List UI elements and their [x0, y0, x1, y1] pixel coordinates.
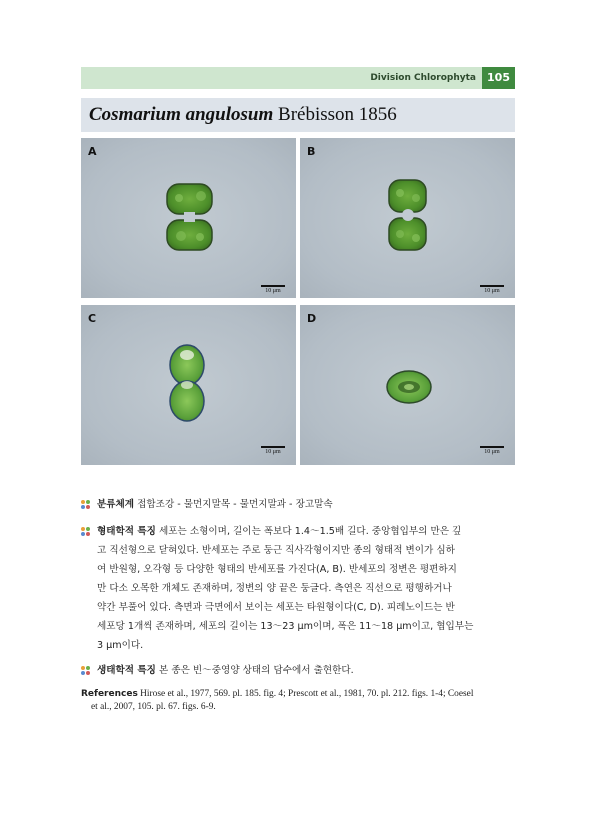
ecology-text: 본 종은 빈～중영양 상태의 담수에서 출현한다. — [159, 665, 354, 676]
scale-label-a: 10 μm — [265, 288, 281, 294]
panel-label-b: B — [307, 145, 316, 158]
panel-label-a: A — [88, 145, 97, 158]
references-section — [81, 688, 515, 714]
ecology-section — [97, 661, 517, 680]
panel-label-d: D — [307, 312, 317, 325]
micrograph-panel-c — [81, 305, 296, 465]
scale-bar-c — [261, 446, 285, 448]
morphology-label: 형태학적 특징 — [97, 526, 156, 537]
references-line-1: References Hirose et al., 1977, 569. pl. 185. fig. 4; Prescott et al., 1981, 70. pl. 212. figs. 1-4; Coesel — [81, 689, 474, 699]
micrograph-panel-a — [81, 138, 296, 298]
morphology-line-1: 형태학적 특징 세포는 소형이며, 길이는 폭보다 1.4～1.5배 길다. 중앙협입부의 만은 깊 — [97, 526, 462, 537]
ecology-label: 생태학적 특징 — [97, 665, 156, 676]
species-title — [89, 103, 397, 127]
micrograph-d-image — [300, 305, 515, 465]
bullet-icon — [81, 527, 91, 537]
morphology-section — [97, 522, 517, 655]
bullet-icon — [81, 666, 91, 676]
morphology-line-3: 여 반원형, 오각형 등 다양한 형태의 반세포를 가진다(A, B). 반세포의 정변은 평편하지 — [97, 564, 457, 575]
scale-bar-a — [261, 285, 285, 287]
morphology-line-5: 약간 부풀어 있다. 측면과 극면에서 보이는 세포는 타원형이다(C, D). 피레노이드는 반 — [97, 602, 455, 613]
micrograph-b-image — [300, 138, 515, 298]
panel-label-c: C — [88, 312, 97, 325]
scale-bar-d — [480, 446, 504, 448]
scale-label-c: 10 μm — [265, 449, 281, 455]
bullet-icon — [81, 500, 91, 510]
micrograph-panel-b — [300, 138, 515, 298]
classification-section — [97, 495, 517, 514]
micrograph-c-image — [81, 305, 296, 465]
scale-label-d: 10 μm — [484, 449, 500, 455]
references-label: References — [81, 689, 138, 699]
references-line-2: et al., 2007, 105. pl. 67. figs. 6-9. — [91, 702, 216, 712]
micrograph-a-image — [81, 138, 296, 298]
species-name: Cosmarium angulosum — [89, 104, 274, 125]
morphology-line-2: 고 직선형으로 닫혀있다. 반세포는 주로 둥근 직사각형이지만 종의 형태적 변이가 심하 — [97, 545, 455, 556]
page-number: 105 — [482, 67, 515, 89]
morphology-line-7: 3 μm이다. — [97, 640, 144, 651]
species-authority: Brébisson 1856 — [278, 104, 397, 125]
classification-label: 분류체계 — [97, 499, 135, 510]
running-head-division: Division Chlorophyta — [370, 73, 476, 83]
scale-bar-b — [480, 285, 504, 287]
micrograph-panel-d — [300, 305, 515, 465]
morphology-line-4: 만 다소 오목한 개체도 존재하며, 정변의 양 끝은 둥글다. 측연은 직선으로 평행하거나 — [97, 583, 452, 594]
classification-text: 접합조강 - 물먼지말목 - 물먼지말과 - 장고말속 — [137, 499, 333, 510]
scale-label-b: 10 μm — [484, 288, 500, 294]
morphology-line-6: 세포당 1개씩 존재하며, 세포의 길이는 13～23 μm이며, 폭은 11～18 μm이고, 협입부는 — [97, 621, 474, 632]
